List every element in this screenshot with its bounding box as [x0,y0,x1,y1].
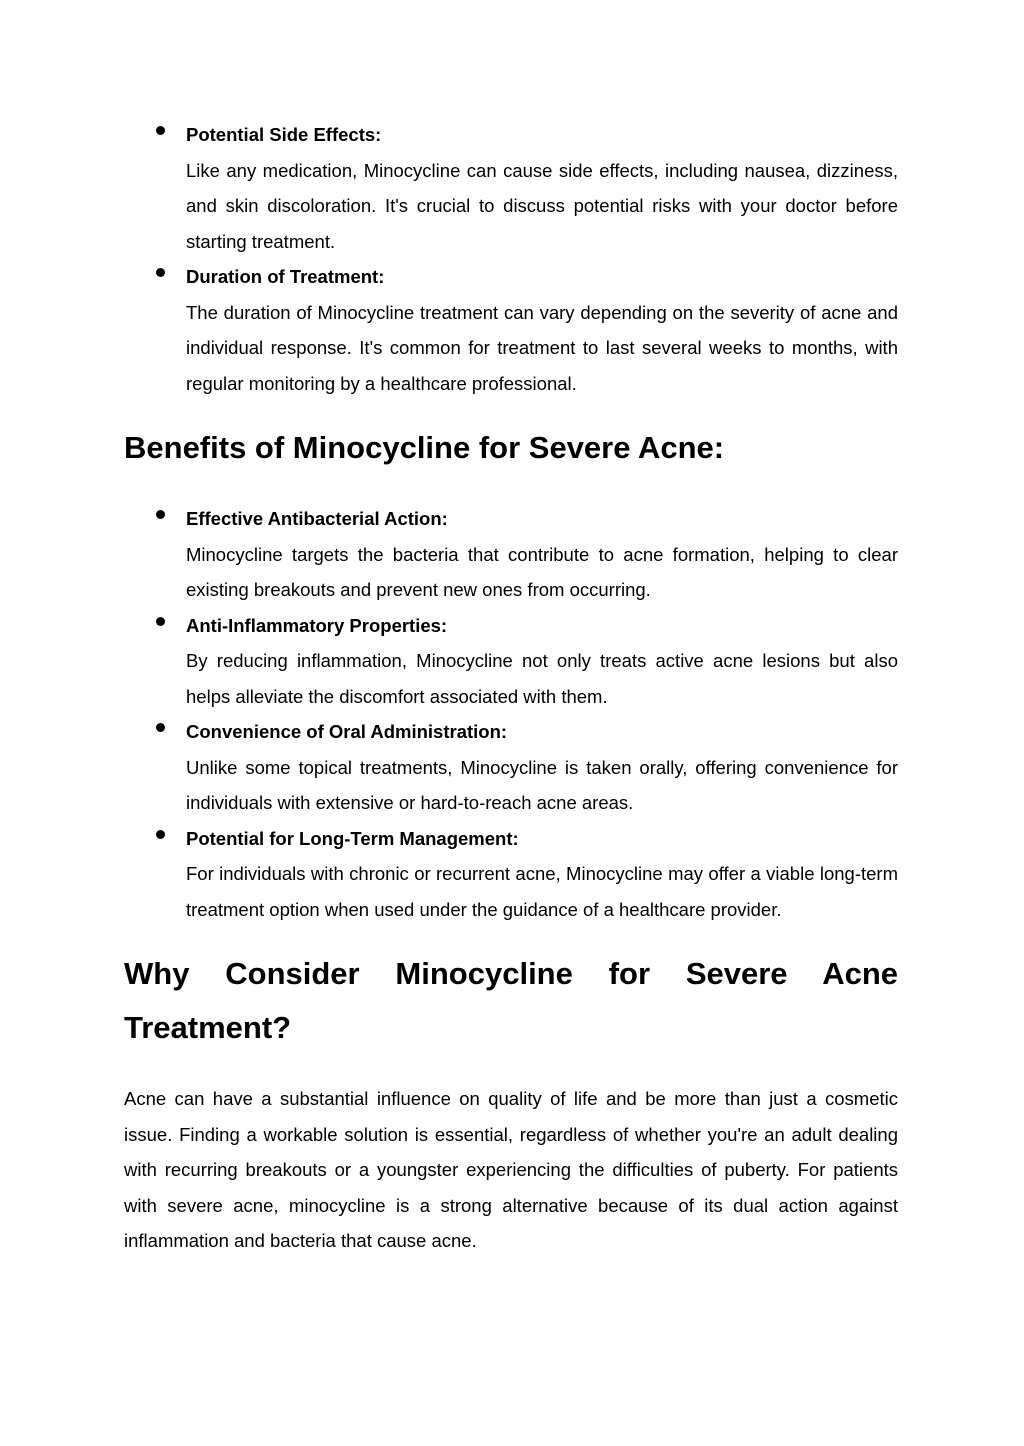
bullet-icon [156,617,165,626]
item-title: Potential for Long-Term Management: [186,827,519,849]
body-paragraph: Acne can have a substantial influence on quality of life and be more than just a cosmetic issue. Finding a workable solution is essential, regardless of whether you're an adult dealing with recurring breakouts or a youngster experiencing the difficulties of puberty. For patients with severe acne, minocycline is a strong alternative because of its dual action against inflammation and bacteria that cause acne. [124,1088,898,1251]
list-item [124,259,898,401]
list-item [124,821,898,928]
item-title: Convenience of Oral Administration: [186,721,508,742]
document-page [124,117,898,1259]
bullet-icon [156,126,165,135]
why-consider-heading: Why Consider Minocycline for Severe Acne Treatment? [124,956,898,1045]
list-item [124,608,898,715]
list-item [124,714,898,821]
side-effects-list [124,117,898,401]
item-body: The duration of Minocycline treatment can vary depending on the severity of acne and individual response. It's common for treatment to last several weeks to months, with regular monitoring by a healthcare professional. [186,301,898,394]
item-title: Potential Side Effects: [186,124,382,145]
item-body: For individuals with chronic or recurrent acne, Minocycline may offer a viable long-term treatment option when used under the guidance of a healthcare provider. [186,863,898,920]
item-title: Anti-Inflammatory Properties: [186,614,448,636]
item-title: Duration of Treatment: [186,266,385,287]
item-body: By reducing inflammation, Minocycline not only treats active acne lesions but also helps alleviate the discomfort associated with them. [186,650,898,707]
item-body: Unlike some topical treatments, Minocycline is taken orally, offering convenience for individuals with extensive or hard-to-reach acne areas. [186,756,898,813]
bullet-icon [156,723,165,732]
item-body: Like any medication, Minocycline can cause side effects, including nausea, dizziness, and skin discoloration. It's crucial to discuss potential risks with your doctor before starting treatment. [186,159,898,252]
bullet-icon [156,830,165,839]
benefits-heading: Benefits of Minocycline for Severe Acne: [124,430,725,465]
list-item [124,501,898,608]
item-body: Minocycline targets the bacteria that contribute to acne formation, helping to clear existing breakouts and prevent new ones from occurring. [186,543,898,600]
bullet-icon [156,268,165,277]
benefits-list [124,501,898,927]
bullet-icon [156,510,165,519]
item-title: Effective Antibacterial Action: [186,508,448,529]
list-item [124,117,898,259]
